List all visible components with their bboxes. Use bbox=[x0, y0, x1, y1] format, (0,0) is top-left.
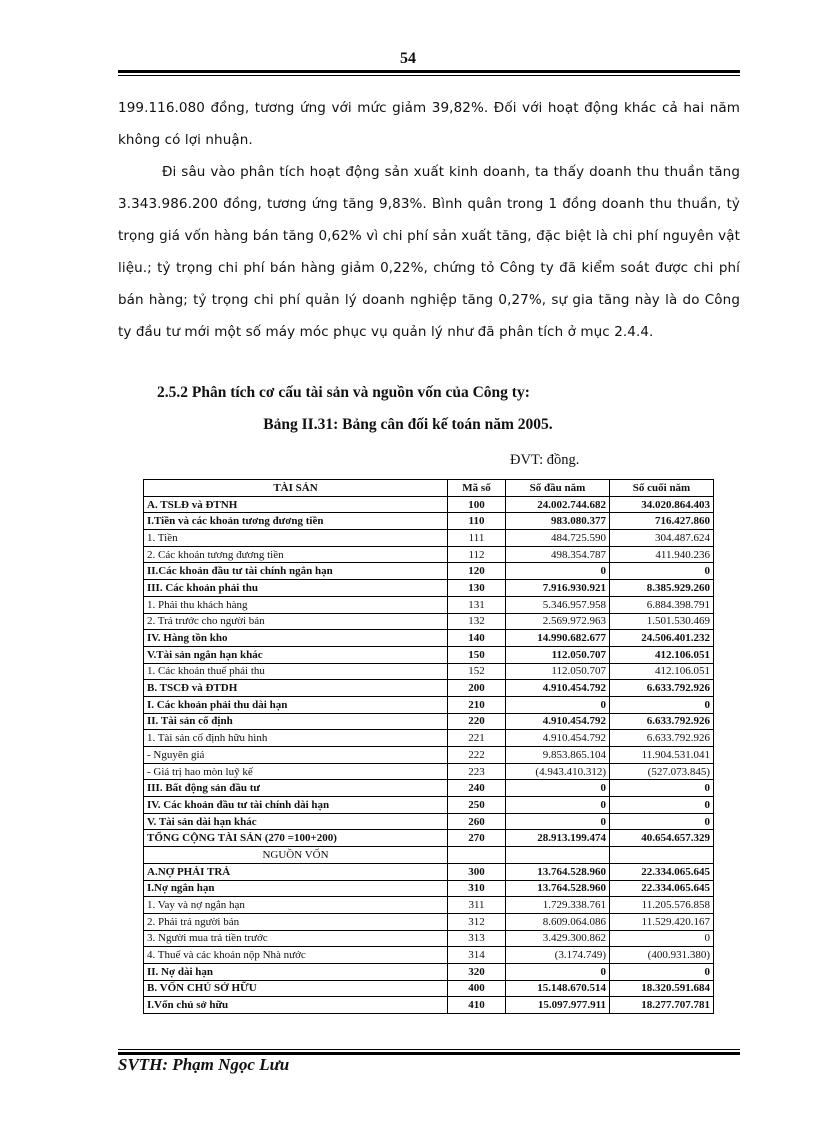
row-code: 313 bbox=[448, 930, 506, 947]
row-name: I. Các khoản phải thu dài hạn bbox=[144, 696, 448, 713]
row-code: 120 bbox=[448, 563, 506, 580]
row-start-value: 4.910.454.792 bbox=[506, 713, 610, 730]
header-code: Mã số bbox=[448, 480, 506, 497]
row-end-value: 0 bbox=[610, 797, 714, 814]
row-name: NGUỒN VỐN bbox=[144, 847, 448, 864]
row-start-value: 4.910.454.792 bbox=[506, 680, 610, 697]
table-row bbox=[144, 530, 714, 547]
row-start-value: 3.429.300.862 bbox=[506, 930, 610, 947]
row-name: 3. Người mua trả tiền trước bbox=[144, 930, 448, 947]
table-row bbox=[144, 513, 714, 530]
table-row bbox=[144, 897, 714, 914]
table-row bbox=[144, 963, 714, 980]
row-start-value: 15.097.977.911 bbox=[506, 997, 610, 1014]
row-start-value: 24.002.744.682 bbox=[506, 496, 610, 513]
row-start-value: 8.609.064.086 bbox=[506, 913, 610, 930]
row-start-value bbox=[506, 847, 610, 864]
table-row bbox=[144, 496, 714, 513]
row-name: I.Nợ ngắn hạn bbox=[144, 880, 448, 897]
row-name: I.Vốn chủ sở hữu bbox=[144, 997, 448, 1014]
row-end-value: 412.106.051 bbox=[610, 646, 714, 663]
row-start-value: 112.050.707 bbox=[506, 663, 610, 680]
table-row bbox=[144, 797, 714, 814]
row-code: 310 bbox=[448, 880, 506, 897]
table-row bbox=[144, 913, 714, 930]
row-name: - Giá trị hao mòn luỹ kế bbox=[144, 763, 448, 780]
row-code: 220 bbox=[448, 713, 506, 730]
table-row bbox=[144, 713, 714, 730]
table-row bbox=[144, 546, 714, 563]
row-name: I.Tiền và các khoản tương đương tiền bbox=[144, 513, 448, 530]
row-end-value: 6.633.792.926 bbox=[610, 680, 714, 697]
row-end-value bbox=[610, 847, 714, 864]
row-code: 222 bbox=[448, 747, 506, 764]
row-start-value: (4.943.410.312) bbox=[506, 763, 610, 780]
row-end-value: 0 bbox=[610, 963, 714, 980]
row-code: 112 bbox=[448, 546, 506, 563]
table-row bbox=[144, 646, 714, 663]
row-end-value: 6.633.792.926 bbox=[610, 713, 714, 730]
row-code: 140 bbox=[448, 630, 506, 647]
header-start-of-year: Số đầu năm bbox=[506, 480, 610, 497]
table-row bbox=[144, 696, 714, 713]
row-start-value: 0 bbox=[506, 563, 610, 580]
table-row bbox=[144, 930, 714, 947]
row-end-value: 411.940.236 bbox=[610, 546, 714, 563]
row-end-value: (527.073.845) bbox=[610, 763, 714, 780]
row-name: 2. Các khoản tương đương tiền bbox=[144, 546, 448, 563]
row-name: II.Các khoản đầu tư tài chính ngắn hạn bbox=[144, 563, 448, 580]
balance-sheet-table bbox=[143, 479, 714, 1014]
row-name: IV. Các khoản đầu tư tài chính dài hạn bbox=[144, 797, 448, 814]
table-body bbox=[144, 496, 714, 1013]
row-name: III. Các khoản phải thu bbox=[144, 580, 448, 597]
table-row bbox=[144, 863, 714, 880]
table-row bbox=[144, 563, 714, 580]
row-code: 250 bbox=[448, 797, 506, 814]
row-end-value: 11.904.531.041 bbox=[610, 747, 714, 764]
row-code: 110 bbox=[448, 513, 506, 530]
paragraph-analysis-text: Đi sâu vào phân tích hoạt động sản xuất kinh doanh, ta thấy doanh thu thuần tăng 3.343.986.200 đồng, tương ứng tăng 9,83%. Bình quân trong 1 đồng doanh thu thuần, tỷ trọng giá vốn hàng bán tăng 0,62% vì chi phí sản xuất tăng, đặc biệt là chi phí nguyên vật liệu.; tỷ trọng chi phí bán hàng giảm 0,22%, chứng tỏ Công ty đã kiểm soát được chi phí bán hàng; tỷ trọng chi phí quản lý doanh nghiệp tăng 0,27%, sự gia tăng này là do Công ty đầu tư mới một số máy móc phục vụ quản lý như đã phân tích ở mục 2.4.4. bbox=[118, 164, 740, 340]
row-name: A. TSLĐ và ĐTNH bbox=[144, 496, 448, 513]
row-end-value: 0 bbox=[610, 563, 714, 580]
row-name: 1. Tài sản cố định hữu hình bbox=[144, 730, 448, 747]
row-name: 1. Phải thu khách hàng bbox=[144, 596, 448, 613]
row-start-value: 14.990.682.677 bbox=[506, 630, 610, 647]
row-start-value: 1.729.338.761 bbox=[506, 897, 610, 914]
section-heading: 2.5.2 Phân tích cơ cấu tài sản và nguồn vốn của Công ty: bbox=[157, 384, 530, 401]
row-end-value: 18.277.707.781 bbox=[610, 997, 714, 1014]
table-row bbox=[144, 997, 714, 1014]
row-name: V.Tài sản ngắn hạn khác bbox=[144, 646, 448, 663]
row-code: 132 bbox=[448, 613, 506, 630]
row-code: 131 bbox=[448, 596, 506, 613]
header-assets: TÀI SẢN bbox=[144, 480, 448, 497]
row-end-value: 40.654.657.329 bbox=[610, 830, 714, 847]
row-code: 300 bbox=[448, 863, 506, 880]
row-name: 1. Các khoản thuế phải thu bbox=[144, 663, 448, 680]
row-start-value: 7.916.930.921 bbox=[506, 580, 610, 597]
table-header-row bbox=[144, 480, 714, 497]
row-start-value: 112.050.707 bbox=[506, 646, 610, 663]
row-end-value: 11.529.420.167 bbox=[610, 913, 714, 930]
table-title: Bảng II.31: Bảng cân đối kế toán năm 2005. bbox=[263, 416, 553, 433]
row-start-value: 13.764.528.960 bbox=[506, 863, 610, 880]
table-row bbox=[144, 763, 714, 780]
row-name: B. VỐN CHỦ SỞ HỮU bbox=[144, 980, 448, 997]
row-start-value: 5.346.957.958 bbox=[506, 596, 610, 613]
row-code: 111 bbox=[448, 530, 506, 547]
row-start-value: 28.913.199.474 bbox=[506, 830, 610, 847]
row-start-value: 4.910.454.792 bbox=[506, 730, 610, 747]
header-end-of-year: Số cuối năm bbox=[610, 480, 714, 497]
row-end-value: (400.931.380) bbox=[610, 947, 714, 964]
row-code: 150 bbox=[448, 646, 506, 663]
paragraph-analysis bbox=[118, 156, 740, 348]
row-code: 270 bbox=[448, 830, 506, 847]
row-code: 100 bbox=[448, 496, 506, 513]
row-code: 410 bbox=[448, 997, 506, 1014]
row-start-value: 498.354.787 bbox=[506, 546, 610, 563]
row-start-value: 0 bbox=[506, 780, 610, 797]
row-name: 2. Trả trước cho người bán bbox=[144, 613, 448, 630]
footer-author: SVTH: Phạm Ngọc Lưu bbox=[118, 1055, 290, 1074]
row-start-value: 13.764.528.960 bbox=[506, 880, 610, 897]
row-code bbox=[448, 847, 506, 864]
row-code: 221 bbox=[448, 730, 506, 747]
row-start-value: 0 bbox=[506, 813, 610, 830]
table-row bbox=[144, 663, 714, 680]
row-start-value: 15.148.670.514 bbox=[506, 980, 610, 997]
row-name: II. Nợ dài hạn bbox=[144, 963, 448, 980]
table-row bbox=[144, 596, 714, 613]
row-name: II. Tài sản cố định bbox=[144, 713, 448, 730]
table-row bbox=[144, 613, 714, 630]
table-row bbox=[144, 580, 714, 597]
row-end-value: 24.506.401.232 bbox=[610, 630, 714, 647]
row-name: 4. Thuế và các khoản nộp Nhà nước bbox=[144, 947, 448, 964]
row-name: 2. Phải trả người bán bbox=[144, 913, 448, 930]
row-end-value: 22.334.065.645 bbox=[610, 863, 714, 880]
row-end-value: 0 bbox=[610, 780, 714, 797]
row-name: 1. Vay và nợ ngắn hạn bbox=[144, 897, 448, 914]
page-number: 54 bbox=[400, 50, 416, 67]
table-row bbox=[144, 780, 714, 797]
row-start-value: 2.569.972.963 bbox=[506, 613, 610, 630]
row-end-value: 0 bbox=[610, 813, 714, 830]
paragraph-continued: 199.116.080 đồng, tương ứng với mức giảm 39,82%. Đối với hoạt động khác cả hai năm không có lợi nhuận. bbox=[118, 100, 740, 148]
table-row bbox=[144, 813, 714, 830]
row-start-value: 484.725.590 bbox=[506, 530, 610, 547]
row-code: 223 bbox=[448, 763, 506, 780]
row-name: 1. Tiền bbox=[144, 530, 448, 547]
table-row bbox=[144, 830, 714, 847]
row-end-value: 6.633.792.926 bbox=[610, 730, 714, 747]
row-name: V. Tài sản dài hạn khác bbox=[144, 813, 448, 830]
row-end-value: 412.106.051 bbox=[610, 663, 714, 680]
row-name: IV. Hàng tồn kho bbox=[144, 630, 448, 647]
unit-label: ĐVT: đồng. bbox=[510, 452, 580, 468]
row-code: 130 bbox=[448, 580, 506, 597]
row-code: 240 bbox=[448, 780, 506, 797]
row-end-value: 34.020.864.403 bbox=[610, 496, 714, 513]
row-end-value: 22.334.065.645 bbox=[610, 880, 714, 897]
row-end-value: 716.427.860 bbox=[610, 513, 714, 530]
row-start-value: 0 bbox=[506, 696, 610, 713]
row-name: - Nguyên giá bbox=[144, 747, 448, 764]
table-row bbox=[144, 847, 714, 864]
table-row bbox=[144, 880, 714, 897]
header-rule-thick bbox=[118, 70, 740, 73]
row-code: 400 bbox=[448, 980, 506, 997]
row-code: 210 bbox=[448, 696, 506, 713]
table-row bbox=[144, 947, 714, 964]
footer-rule-thin bbox=[118, 1049, 740, 1050]
table-row bbox=[144, 730, 714, 747]
row-name: B. TSCĐ và ĐTDH bbox=[144, 680, 448, 697]
row-start-value: (3.174.749) bbox=[506, 947, 610, 964]
row-start-value: 9.853.865.104 bbox=[506, 747, 610, 764]
row-code: 312 bbox=[448, 913, 506, 930]
row-code: 320 bbox=[448, 963, 506, 980]
row-end-value: 0 bbox=[610, 696, 714, 713]
header-rule-thin bbox=[118, 75, 740, 76]
row-end-value: 1.501.530.469 bbox=[610, 613, 714, 630]
row-end-value: 18.320.591.684 bbox=[610, 980, 714, 997]
table-row bbox=[144, 680, 714, 697]
row-code: 260 bbox=[448, 813, 506, 830]
row-code: 152 bbox=[448, 663, 506, 680]
row-start-value: 0 bbox=[506, 797, 610, 814]
row-start-value: 0 bbox=[506, 963, 610, 980]
row-code: 311 bbox=[448, 897, 506, 914]
row-name: III. Bất động sản đầu tư bbox=[144, 780, 448, 797]
row-end-value: 304.487.624 bbox=[610, 530, 714, 547]
row-name: A.NỢ PHẢI TRẢ bbox=[144, 863, 448, 880]
row-end-value: 0 bbox=[610, 930, 714, 947]
row-end-value: 6.884.398.791 bbox=[610, 596, 714, 613]
row-code: 314 bbox=[448, 947, 506, 964]
row-name: TỔNG CỘNG TÀI SẢN (270 =100+200) bbox=[144, 830, 448, 847]
row-end-value: 11.205.576.858 bbox=[610, 897, 714, 914]
row-code: 200 bbox=[448, 680, 506, 697]
table-row bbox=[144, 747, 714, 764]
row-end-value: 8.385.929.260 bbox=[610, 580, 714, 597]
table-row bbox=[144, 980, 714, 997]
row-start-value: 983.080.377 bbox=[506, 513, 610, 530]
table-row bbox=[144, 630, 714, 647]
